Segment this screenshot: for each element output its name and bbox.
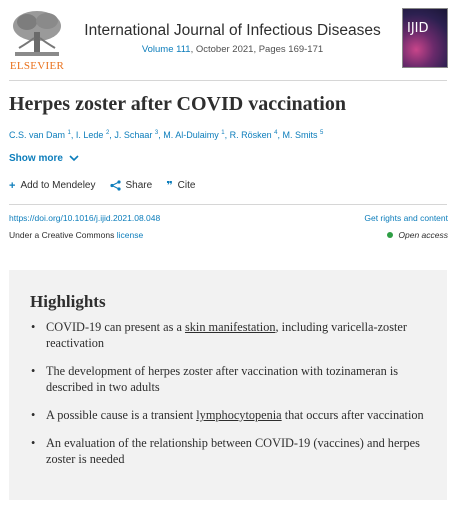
author-name: I. Lede: [75, 130, 104, 140]
highlight-text: COVID-19 can present as a: [46, 320, 185, 334]
highlight-text: The development of herpes zoster after vaccination with tozinameran is described in two adults: [46, 364, 399, 394]
author-name: C.S. van Dam: [9, 130, 66, 140]
cc-prefix: Under a Creative Commons: [9, 230, 115, 240]
rights-link[interactable]: Get rights and content: [364, 213, 448, 223]
journal-title[interactable]: International Journal of Infectious Diseases: [84, 22, 381, 39]
journal-meta: [75, 44, 390, 55]
journal-meta-rest: , October 2021, Pages 169-171: [190, 44, 324, 55]
author-affiliation: 2: [105, 130, 110, 136]
highlight-text: that occurs after vaccination: [281, 408, 424, 422]
plus-icon: +: [9, 179, 16, 192]
elsevier-tree-logo: [9, 8, 65, 60]
highlights-heading: Highlights: [30, 292, 106, 311]
add-to-mendeley-button[interactable]: [9, 179, 96, 192]
doi-link[interactable]: https://doi.org/10.1016/j.ijid.2021.08.048: [9, 213, 161, 223]
author-affiliation: 4: [274, 130, 278, 136]
highlights-list: [30, 319, 430, 479]
actions-divider: [9, 204, 447, 205]
highlight-item: [30, 319, 430, 351]
journal-cover-image[interactable]: [402, 8, 448, 68]
header-divider: [9, 80, 447, 81]
author-list: C.S. van Dam $^1$, I. Lede $^2$, J. Schaar $^3$, M. Al-Dulaimy $^1$, R. Rösken $^4$, M. Smits $^5$: [9, 130, 324, 140]
author-affiliation: 3: [154, 130, 159, 136]
publisher-name: ELSEVIER: [9, 60, 65, 72]
show-more-button[interactable]: [9, 153, 79, 164]
share-label: Share: [125, 180, 153, 191]
highlight-item: [30, 407, 430, 423]
author-link[interactable]: [230, 130, 278, 140]
license-link[interactable]: license: [116, 230, 144, 240]
author-name: J. Schaar: [114, 130, 153, 140]
cite-button[interactable]: [166, 179, 195, 192]
quote-icon: ❞: [166, 180, 173, 192]
cover-label: IJID: [407, 21, 429, 36]
author-link[interactable]: [283, 130, 324, 140]
article-title: Herpes zoster after COVID vaccination: [9, 93, 346, 115]
author-link[interactable]: [9, 130, 71, 140]
author-name: M. Al-Dulaimy: [163, 130, 219, 140]
author-affiliation: 1: [221, 130, 225, 136]
highlight-item: [30, 435, 430, 467]
author-link[interactable]: [114, 130, 158, 140]
journal-header: [0, 0, 457, 80]
author-affiliation: 1: [67, 130, 71, 136]
elsevier-logo[interactable]: [9, 8, 65, 72]
cite-label: Cite: [177, 180, 196, 191]
show-more-label: Show more: [9, 153, 63, 164]
highlight-item: [30, 363, 430, 395]
creative-commons-notice: [9, 230, 143, 240]
mendeley-label: Add to Mendeley: [20, 180, 96, 191]
author-affiliation: 5: [320, 130, 324, 136]
share-button[interactable]: [110, 179, 153, 192]
share-icon: [110, 180, 121, 191]
highlight-text: A possible cause is a transient: [46, 408, 197, 422]
highlight-link[interactable]: skin manifestation: [184, 320, 276, 334]
highlight-text: , including varicella-zoster reactivation: [46, 320, 407, 350]
author-link[interactable]: [76, 130, 109, 140]
highlight-link[interactable]: lymphocytopenia: [196, 408, 282, 422]
author-name: M. Smits: [282, 130, 318, 140]
open-access-dot-icon: [387, 232, 393, 238]
open-access-label: Open access: [398, 230, 448, 240]
article-actions: [9, 179, 195, 192]
highlights-box: [9, 270, 447, 500]
volume-link[interactable]: Volume 111: [141, 44, 191, 55]
author-name: R. Rösken: [229, 130, 272, 140]
open-access-badge: [387, 230, 448, 240]
author-link[interactable]: [163, 130, 224, 140]
chevron-down-icon: [69, 155, 79, 162]
highlight-text: An evaluation of the relationship between COVID-19 (vaccines) and herpes zoster is needed: [46, 436, 420, 466]
